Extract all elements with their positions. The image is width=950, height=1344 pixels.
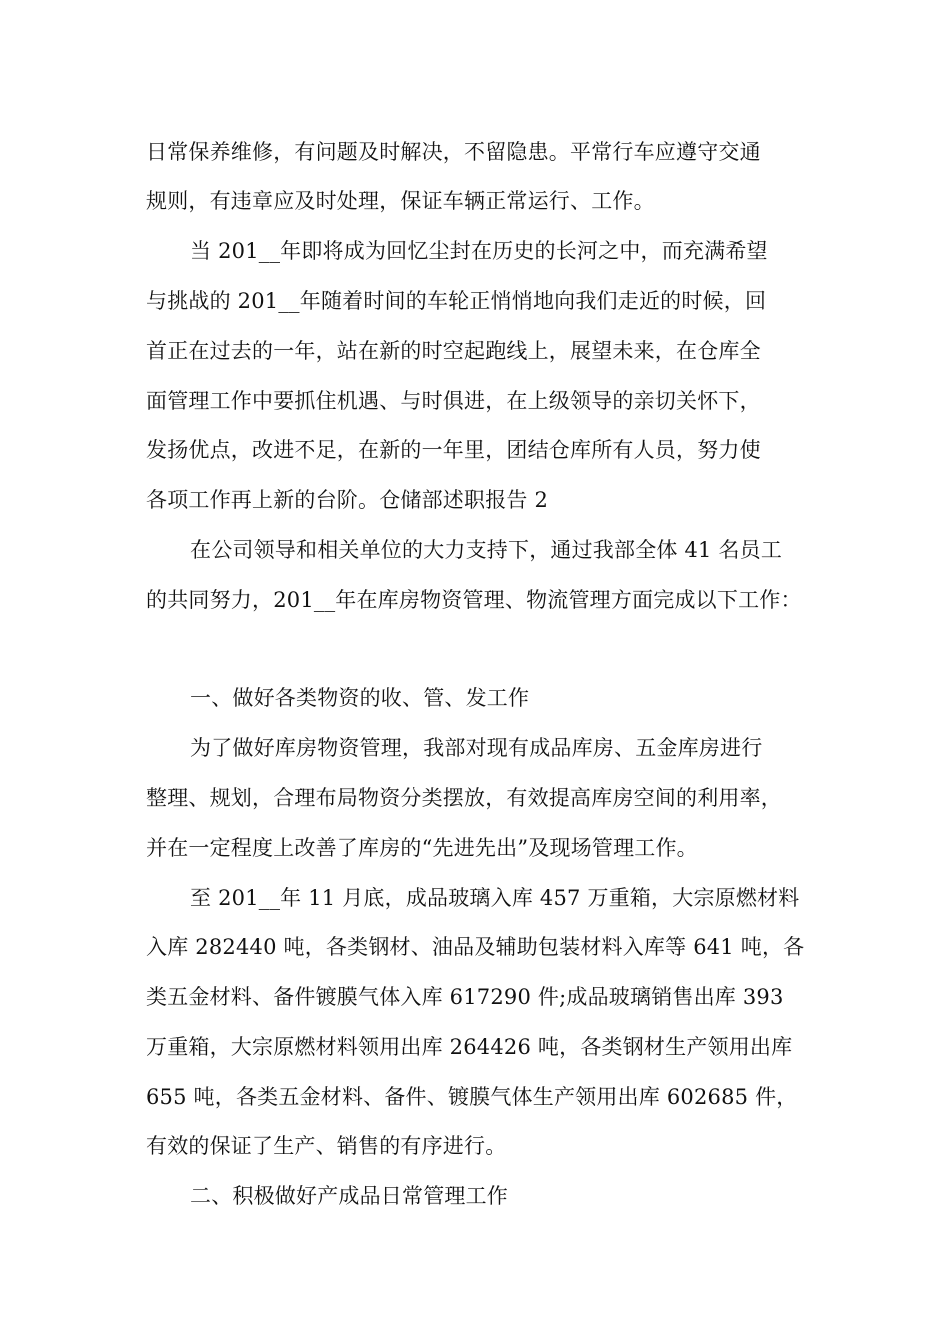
text-line: 入库 282440 吨，各类钢材、油品及辅助包装材料入库等 641 吨，各 xyxy=(146,935,805,959)
paragraph-first-line: 当 201__年即将成为回忆尘封在历史的长河之中，而充满希望 xyxy=(190,239,768,263)
text-line: 日常保养维修，有问题及时解决，不留隐患。平常行车应遵守交通 xyxy=(146,140,761,164)
text-line: 并在一定程度上改善了库房的“先进先出”及现场管理工作。 xyxy=(146,836,698,860)
text-line: 类五金材料、备件镀膜气体入库 617290 件;成品玻璃销售出库 393 xyxy=(146,985,784,1009)
text-line: 首正在过去的一年，站在新的时空起跑线上，展望未来，在仓库全 xyxy=(146,339,761,363)
text-line: 整理、规划，合理布局物资分类摆放，有效提高库房空间的利用率， xyxy=(146,786,782,810)
text-line: 发扬优点，改进不足，在新的一年里，团结仓库所有人员，努力使 xyxy=(146,438,761,462)
paragraph-first-line: 在公司领导和相关单位的大力支持下，通过我部全体 41 名员工 xyxy=(190,538,783,562)
text-line: 655 吨，各类五金材料、备件、镀膜气体生产领用出库 602685 件， xyxy=(146,1085,798,1109)
text-line: 规则，有违章应及时处理，保证车辆正常运行、工作。 xyxy=(146,189,655,213)
paragraph-first-line: 至 201__年 11 月底，成品玻璃入库 457 万重箱，大宗原燃材料 xyxy=(190,886,800,910)
text-line: 的共同努力，201__年在库房物资管理、物流管理方面完成以下工作： xyxy=(146,588,802,612)
text-line: 与挑战的 201__年随着时间的车轮正悄悄地向我们走近的时候，回 xyxy=(146,289,767,313)
section-heading-1: 一、做好各类物资的收、管、发工作 xyxy=(190,686,530,710)
text-line: 各项工作再上新的台阶。仓储部述职报告 2 xyxy=(146,488,549,512)
paragraph-first-line: 为了做好库房物资管理，我部对现有成品库房、五金库房进行 xyxy=(190,736,763,760)
text-line: 有效的保证了生产、销售的有序进行。 xyxy=(146,1134,507,1158)
text-line: 面管理工作中要抓住机遇、与时俱进，在上级领导的亲切关怀下， xyxy=(146,389,761,413)
text-line: 万重箱，大宗原燃材料领用出库 264426 吨，各类钢材生产领用出库 xyxy=(146,1035,793,1059)
section-heading-2: 二、积极做好产成品日常管理工作 xyxy=(190,1184,508,1208)
